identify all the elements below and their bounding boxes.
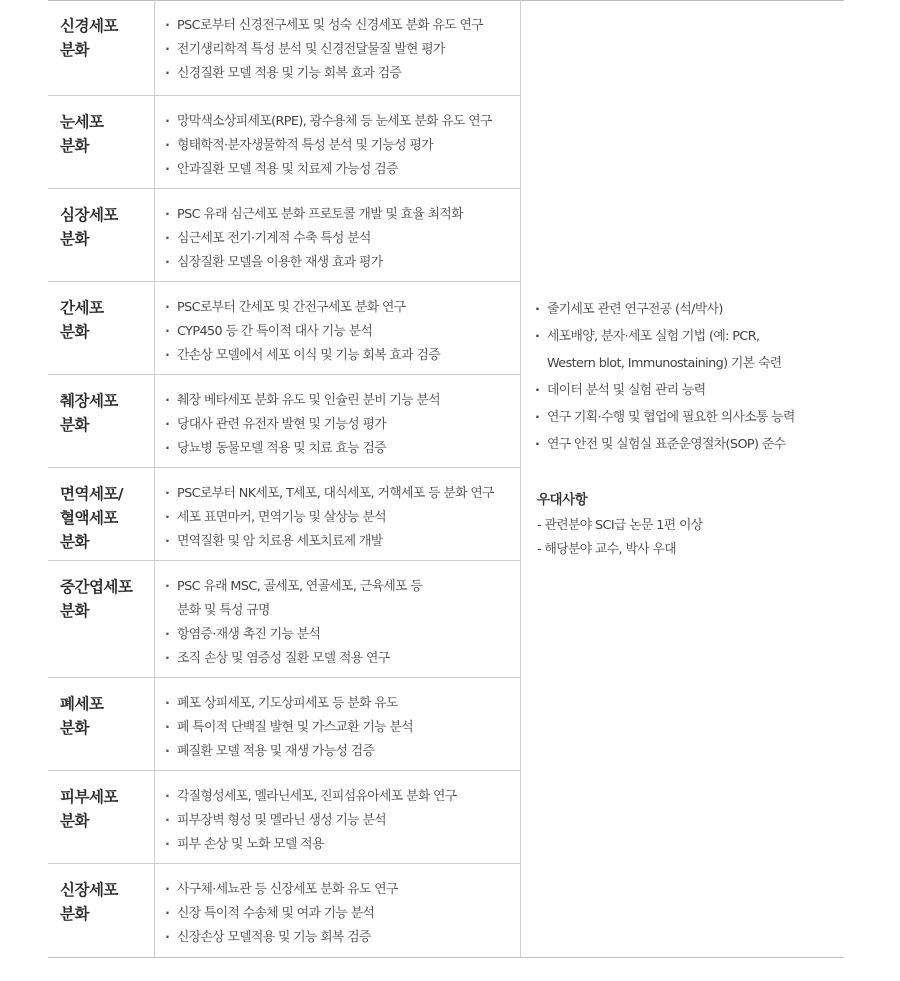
table-row [48,189,520,282]
field-name: 간세포 분화 [60,299,104,341]
table-bottom-border [48,957,844,958]
requirement-item: · 세포배양, 분자·세포 실험 기법 (예: PCR, Western blot, Immunostaining) 기본 숙련 [535,323,835,377]
field-items [154,189,521,281]
list-item: · PSC로부터 간세포 및 간전구세포 분화 연구 [155,296,521,320]
list-item: · 피부 손상 및 노화 모델 적용 [155,833,521,857]
list-item: · 망막색소상피세포(RPE), 광수용체 등 눈세포 분화 유도 연구 [155,110,521,134]
requirement-item: · 줄기세포 관련 연구전공 (석/박사) [535,296,835,323]
preferred-title: 우대사항 [537,492,588,508]
requirements-list [535,296,835,458]
field-items [154,282,521,374]
field-items [154,96,521,188]
list-item: · 췌장 베타세포 분화 유도 및 인슐린 분비 기능 분석 [155,389,521,413]
field-items [154,375,521,467]
list-item: · 당대사 관련 유전자 발현 및 기능성 평가 [155,413,521,437]
field-name: 신경세포 분화 [60,17,118,59]
list-item: · 형태학적·분자생물학적 특성 분석 및 기능성 평가 [155,134,521,158]
table-row [48,678,520,771]
requirement-item: · 데이터 분석 및 실험 관리 능력 [535,377,835,404]
preferred-list [537,514,703,562]
field-items [154,561,521,677]
list-item: · 각질형성세포, 멜라닌세포, 진피섬유아세포 분화 연구 [155,785,521,809]
field-name: 심장세포 분화 [60,206,118,248]
list-item: · 심장질환 모델을 이용한 재생 효과 평가 [155,251,521,275]
list-item: · 간손상 모델에서 세포 이식 및 기능 회복 효과 검증 [155,344,521,368]
list-item: · PSC로부터 NK세포, T세포, 대식세포, 거핵세포 등 분화 연구 [155,482,521,506]
table-row [48,864,520,957]
preferred-item: - 관련분야 SCI급 논문 1편 이상 [537,518,703,533]
list-item: · PSC 유래 심근세포 분화 프로토콜 개발 및 효율 최적화 [155,203,521,227]
list-item: · 사구체·세뇨관 등 신장세포 분화 유도 연구 [155,878,521,902]
list-item: · PSC 유래 MSC, 골세포, 연골세포, 근육세포 등 분화 및 특성 규명 [155,575,521,623]
list-item: · 폐질환 모델 적용 및 재생 가능성 검증 [155,740,521,764]
table-row [48,375,520,468]
field-items [154,771,521,863]
list-item: · 신장 특이적 수송체 및 여과 기능 분석 [155,902,521,926]
field-name: 신장세포 분화 [60,881,118,923]
list-item: · 세포 표면마커, 면역기능 및 살상능 분석 [155,506,521,530]
table-row [48,282,520,375]
list-item: · 폐포 상피세포, 기도상피세포 등 분화 유도 [155,692,521,716]
field-name: 피부세포 분화 [60,788,118,830]
table-row [48,0,520,96]
list-item: · 항염증·재생 촉진 기능 분석 [155,623,521,647]
list-item: · CYP450 등 간 특이적 대사 기능 분석 [155,320,521,344]
field-name: 중간엽세포 분화 [60,578,133,620]
field-items [154,864,521,957]
list-item: · 전기생리학적 특성 분석 및 신경전달물질 발현 평가 [155,38,521,62]
list-item: · 폐 특이적 단백질 발현 및 가스교환 기능 분석 [155,716,521,740]
table-row [48,96,520,189]
list-item: · 신장손상 모델적용 및 기능 회복 검증 [155,926,521,950]
research-field-table [48,0,844,945]
list-item: · PSC로부터 신경전구세포 및 성숙 신경세포 분화 유도 연구 [155,14,521,38]
list-item: · 심근세포 전기·기계적 수축 특성 분석 [155,227,521,251]
list-item: · 안과질환 모델 적용 및 치료제 가능성 검증 [155,158,521,182]
requirement-item: · 연구 기획·수행 및 협업에 필요한 의사소통 능력 [535,404,835,431]
table-row [48,468,520,561]
requirement-item: · 연구 안전 및 실험실 표준운영절차(SOP) 준수 [535,431,835,458]
list-item: · 조직 손상 및 염증성 질환 모델 적용 연구 [155,647,521,671]
table-row [48,771,520,864]
field-items [154,678,521,770]
list-item: · 피부장벽 형성 및 멜라닌 생성 기능 분석 [155,809,521,833]
field-name: 폐세포 분화 [60,695,104,737]
list-item: · 신경질환 모델 적용 및 기능 회복 효과 검증 [155,62,521,86]
list-item: · 당뇨병 동물모델 적용 및 치료 효능 검증 [155,437,521,461]
field-items [154,468,521,560]
table-row [48,561,520,678]
field-name: 췌장세포 분화 [60,392,118,434]
field-name: 눈세포 분화 [60,113,104,155]
field-items [154,0,521,95]
field-name: 면역세포/ 혈액세포 분화 [60,485,124,551]
preferred-item: - 해당분야 교수, 박사 우대 [537,542,676,557]
list-item: · 면역질환 및 암 치료용 세포치료제 개발 [155,530,521,554]
requirements-column [520,0,844,957]
